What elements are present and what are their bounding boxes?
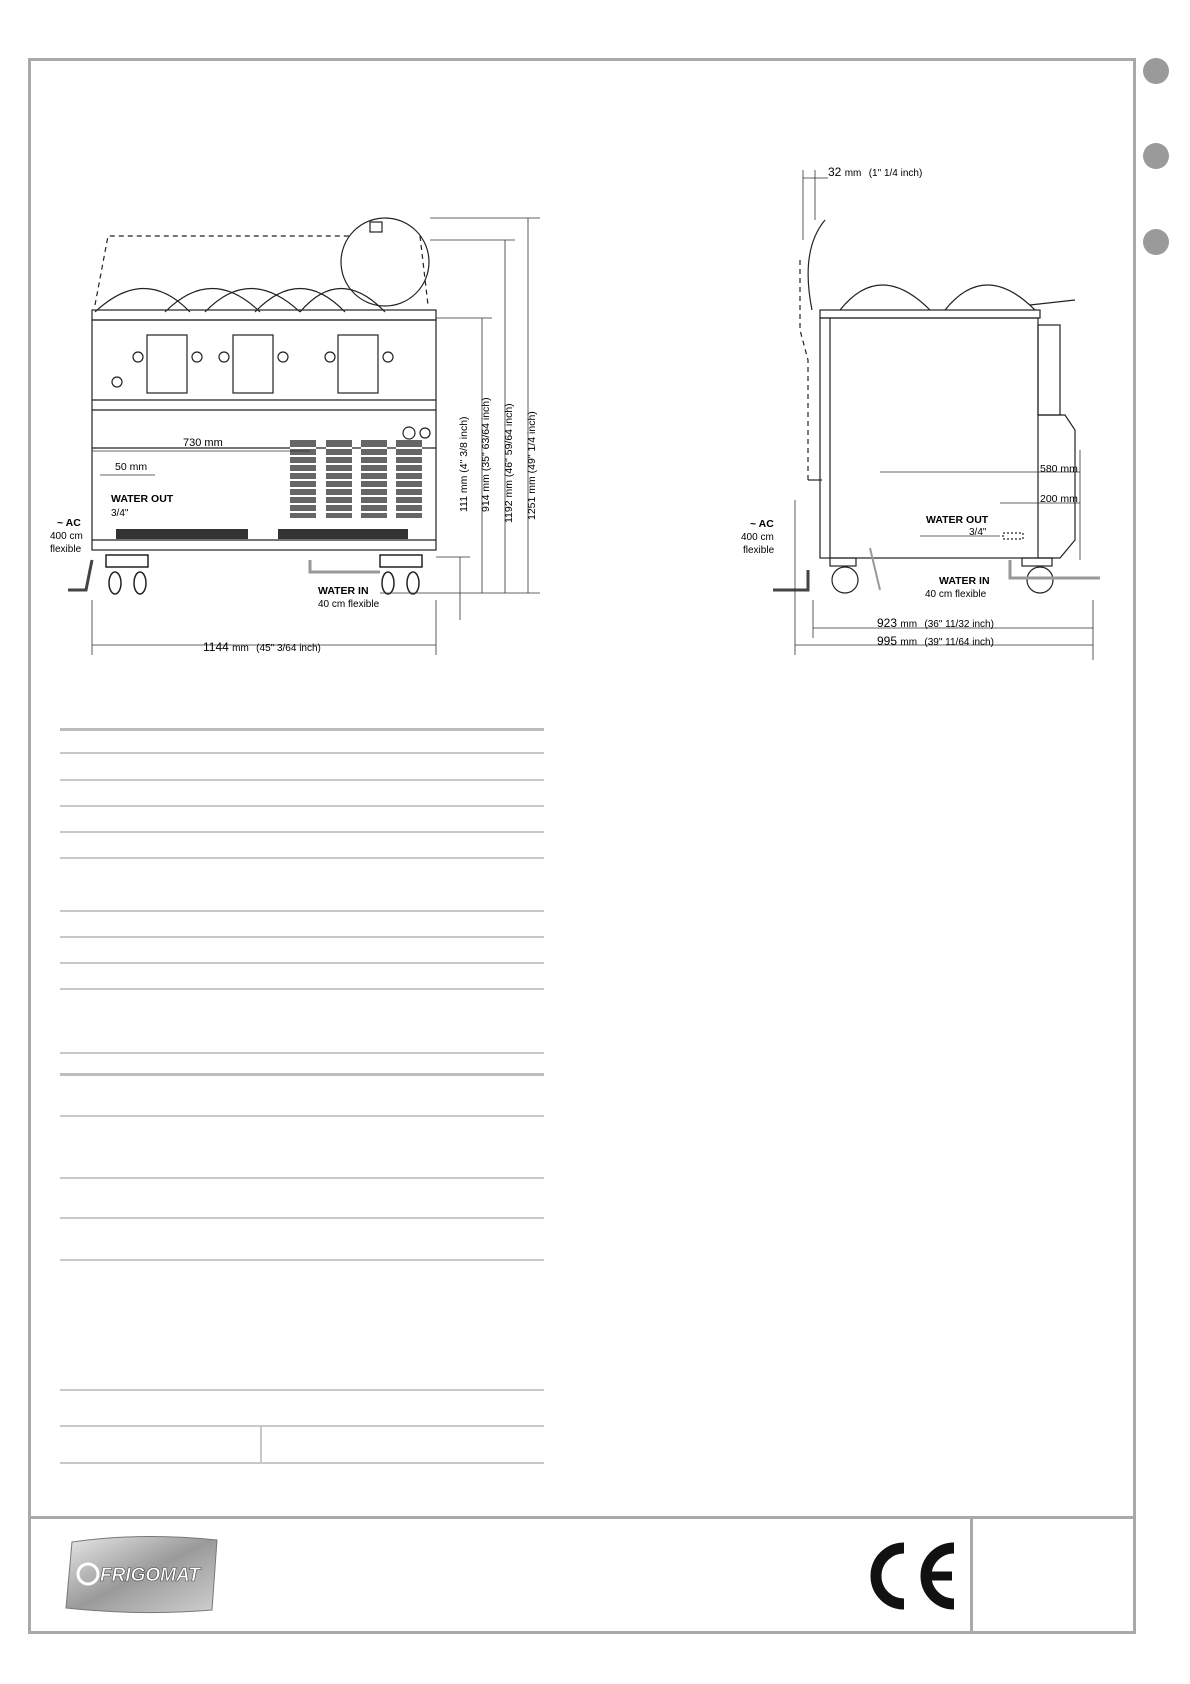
side-water-in-flex-label: 40 cm flexible — [925, 589, 987, 600]
water-out-label: WATER OUT — [111, 493, 174, 505]
table-rule — [60, 831, 544, 833]
frigomat-logo — [62, 1532, 224, 1616]
dim-32-inch: (1" 1/4 inch) — [868, 168, 923, 179]
table-rule — [60, 1115, 544, 1117]
table-rule — [60, 1425, 544, 1427]
table-rule — [60, 857, 544, 859]
width-inch: (45" 3/64 inch) — [256, 643, 321, 654]
side-view-drawing — [740, 160, 1120, 670]
depth-995-inch: (39" 11/64 inch) — [924, 637, 994, 648]
ac-flexible-label: flexible — [50, 544, 82, 555]
side-ac-flexible-label: flexible — [743, 545, 775, 556]
table-rule — [60, 1462, 544, 1464]
table-rule — [60, 1177, 544, 1179]
side-water-out-size: 3/4" — [969, 527, 987, 538]
height-1192-label: 1192 mm (46" 59/64 inch) — [503, 403, 515, 523]
depth-923-unit: mm — [900, 619, 918, 630]
table-rule — [60, 805, 544, 807]
water-in-label: WATER IN — [318, 585, 369, 597]
height-1251-label: 1251 mm (49" 1/4 inch) — [526, 411, 538, 520]
table-rule — [60, 988, 544, 990]
table-rule — [60, 1073, 544, 1076]
side-water-out-label: WATER OUT — [926, 514, 989, 526]
table-rule — [60, 1052, 544, 1054]
footer-column-divider — [970, 1516, 973, 1634]
table-rule — [60, 752, 544, 754]
dim-200-label: 200 mm — [1040, 493, 1078, 505]
width-value: 1144 — [203, 640, 229, 654]
height-111-label: 111 mm (4" 3/8 inch) — [458, 416, 470, 512]
dim-580-label: 580 mm — [1040, 463, 1078, 475]
side-ac-label: ~ AC — [750, 518, 774, 530]
binder-hole-3 — [1143, 229, 1169, 255]
svg-text:923 mm (36" 11/32 inch — [877, 616, 994, 630]
water-in-flex-label: 40 cm flexible — [318, 599, 380, 610]
ac-label: ~ AC — [57, 517, 81, 529]
binder-hole-2 — [1143, 143, 1169, 169]
dim-32-unit: mm — [844, 168, 862, 179]
front-view-drawing — [40, 200, 560, 670]
table-rule — [60, 779, 544, 781]
width-unit: mm — [232, 643, 249, 654]
svg-text:32 mm (1" 1/4 inch) — [828, 165, 922, 179]
table-rule — [60, 1389, 544, 1391]
depth-923-value: 923 — [877, 616, 898, 630]
logo-text: FRIGOMAT — [100, 1565, 200, 1586]
table-rule — [60, 1217, 544, 1219]
height-914-label: 914 mm (35" 63/64 inch) — [480, 397, 492, 512]
ac-cable-label: 400 cm — [50, 531, 83, 542]
table-rule — [60, 1259, 544, 1261]
ce-mark — [862, 1538, 962, 1614]
binder-hole-1 — [1143, 58, 1169, 84]
water-out-size: 3/4" — [111, 508, 129, 519]
dim-50-label: 50 mm — [115, 461, 148, 473]
depth-923-inch: (36" 11/32 inch) — [924, 619, 994, 630]
table-column-divider — [260, 1427, 262, 1463]
table-rule — [60, 962, 544, 964]
table-rule — [60, 728, 544, 731]
dim-32-value: 32 — [828, 165, 842, 179]
side-water-in-label: WATER IN — [939, 575, 990, 587]
table-rule — [60, 910, 544, 912]
svg-text:995 mm (39" 11/64 inch — [877, 634, 994, 648]
side-ac-cable-label: 400 cm — [741, 532, 774, 543]
dim-730-label: 730 mm — [183, 437, 223, 449]
table-rule — [60, 936, 544, 938]
svg-text:1144 mm (45" 3/64 inch — [203, 640, 321, 654]
depth-995-value: 995 — [877, 634, 898, 648]
depth-995-unit: mm — [900, 637, 918, 648]
